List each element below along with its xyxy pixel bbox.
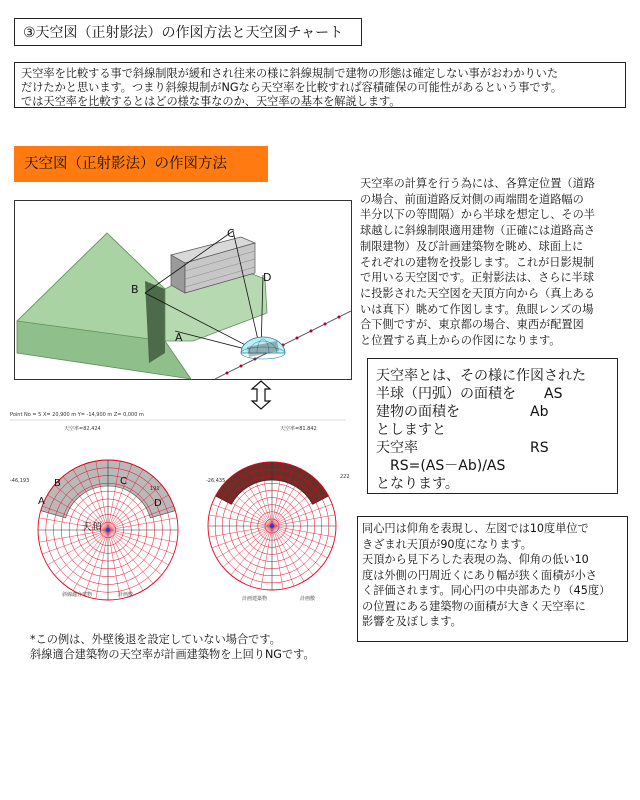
label-c: C: [227, 227, 235, 240]
description-line: 天空率の計算を行う為には、各算定位置（道路: [360, 177, 595, 190]
right-caption-2: 計画敷: [300, 596, 316, 602]
note-line: の位置にある建築物の面積が大きく天空率に: [362, 599, 586, 613]
sky-charts-svg: [10, 410, 350, 620]
hemisphere-projection-diagram: [14, 200, 352, 380]
footnote-line: *この例は、外壁後退を設定していない場合です。: [30, 633, 281, 646]
footnote-line: 斜線適合建築物の天空率が計画建築物を上回りNGです。: [30, 648, 315, 661]
description-line: に投影された天空図を天頂方向から（真上ある: [360, 286, 595, 300]
description-line: 制限建物）及び計画建築物を眺め、球面上に: [360, 239, 584, 253]
left-right-value: 191: [150, 486, 160, 492]
description-line: 半分以下の等間隔）から半球を想定し、その半: [360, 208, 595, 222]
sky-ratio-definition: [367, 358, 618, 494]
definition-line: としますと: [376, 422, 446, 438]
definition-line: 天空率 RS: [376, 440, 549, 456]
label-a: A: [175, 331, 183, 344]
intro-box: [14, 62, 626, 108]
left-label-d: D: [154, 498, 162, 509]
definition-line: RS=(AS－Ab)/AS: [376, 458, 506, 474]
intro-line: だけたかと思います。つまり斜線規制がNGなら天空率を比較すれば容積確保の可能性があるという事です。: [21, 81, 563, 94]
note-line: きざまれ天頂が90度になります。: [362, 537, 532, 551]
left-caption-2: 計画敷: [118, 592, 134, 598]
left-label-b: B: [54, 478, 61, 489]
right-right-value: 222: [340, 474, 350, 480]
right-ratio: 天空率=81.842: [280, 426, 317, 432]
sky-charts: [10, 410, 350, 620]
left-caption-1: 斜線適合建物: [62, 592, 93, 598]
double-arrow-icon: [246, 380, 276, 410]
description-line: 合下側ですが、東京都の場合、東西が配置図: [360, 318, 584, 332]
right-left-value: -26,435: [206, 478, 226, 484]
concentric-circles-note: [357, 516, 628, 642]
left-label-c: C: [120, 476, 127, 487]
footnote: [30, 632, 315, 662]
description-line: と位置する真上からの作図になります。: [360, 334, 561, 348]
definition-line: 天空率とは、その様に作図された: [376, 368, 586, 384]
right-caption-1: 計画建築物: [242, 596, 268, 602]
section-heading: 天空図（正射影法）の作図方法: [14, 146, 268, 182]
note-line: 同心円は仰角を表現し、左図では10度単位で: [362, 522, 589, 535]
label-d: D: [263, 271, 272, 284]
hemisphere: [241, 337, 285, 359]
note-line: 影響を及ぼします。: [362, 615, 462, 628]
road-dots: [226, 316, 341, 375]
chart-header: Point No = 5 X= 20,900 m Y= -14,900 m Z= 0,000 m: [10, 412, 144, 418]
left-label-a: A: [38, 496, 45, 507]
left-ratio: 天空率=82.424: [64, 426, 101, 432]
note-line: 天頂から見下ろした表現の為、仰角の低い10: [362, 553, 589, 566]
description-line: それぞれの建物を投影します。これが日影規制: [360, 255, 595, 269]
note-line: く評価されます。同心円の中央部あたり（45度）: [362, 584, 611, 597]
note-line: 度は外側の円周近くにあり幅が狭く面積が小さ: [362, 568, 597, 582]
description-line: の場合、前面道路反対側の両端間を道路幅の: [360, 192, 584, 206]
zenith-dot: [106, 528, 110, 532]
left-left-value: -46,193: [10, 478, 30, 484]
method-description: [360, 176, 628, 349]
definition-line: となります。: [376, 476, 459, 492]
left-zenith-label: 天頂: [82, 522, 102, 533]
description-line: いは真下）眺めて作図します。魚眼レンズの場: [360, 302, 594, 316]
diagram-svg: [15, 201, 351, 379]
description-line: 球越しに斜線制限適用建物（正確には道路高さ: [360, 224, 595, 238]
definition-line: 建物の面積を Ab: [376, 404, 549, 420]
description-line: で用いる天空図です。正射影法は、さらに半球: [360, 271, 595, 285]
definition-line: 半球（円弧）の面積を AS: [376, 386, 563, 402]
intro-line: では天空率を比較するとはどの様な事なのか、天空率の基本を解説します。: [21, 95, 401, 108]
right-sky-chart: [206, 425, 350, 602]
intro-line: 天空率を比較する事で斜線制限が緩和され往来の様に斜線規制で建物の形態は確定しない事がおわかりいた: [21, 67, 559, 80]
left-sky-chart: [10, 425, 178, 600]
zenith-dot: [270, 524, 274, 528]
label-b: B: [131, 283, 139, 296]
page-title: ③天空図（正射影法）の作図方法と天空図チャート: [14, 18, 362, 46]
